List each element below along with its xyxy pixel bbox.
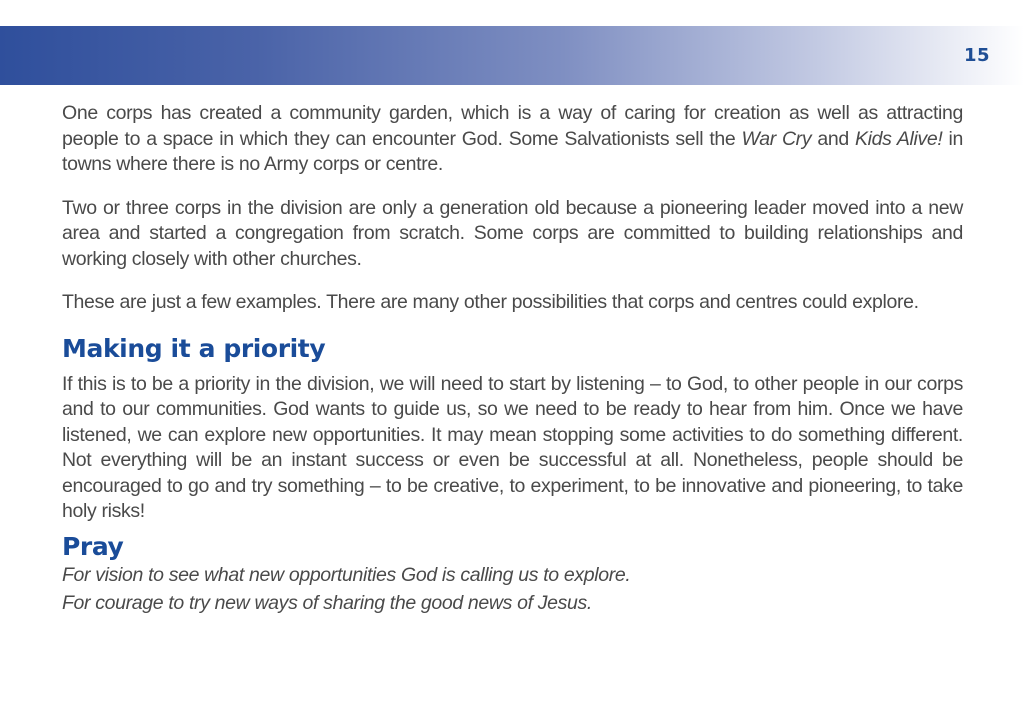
publication-title-kids-alive: Kids Alive! — [854, 127, 943, 150]
paragraph-pioneering-corps: Two or three corps in the division are only a generation old because a pioneering leader moved into a new area and started a congregation from scratch. Some corps are committed to building relationships and working closely with other churches. — [62, 196, 963, 270]
publication-title-war-cry: War Cry — [741, 127, 812, 150]
paragraph-text: in towns where there is no Army corps or centre. — [62, 127, 964, 175]
section-heading-making-it-a-priority: Making it a priority — [62, 333, 326, 363]
prayer-line-vision: For vision to see what new opportunities God is calling us to explore. — [62, 563, 631, 586]
paragraph-examples: These are just a few examples. There are many other possibilities that corps and centres could explore. — [62, 291, 919, 313]
page-content — [62, 101, 963, 617]
prayer-line-courage: For courage to try new ways of sharing the good news of Jesus. — [62, 591, 593, 614]
header-band — [0, 26, 1024, 85]
paragraph-text: One corps has created a community garden, which is a way of caring for creation as well as attracting people to a space in which they can encounter God. Some Salvationists sell the — [62, 102, 963, 150]
paragraph-community-garden — [62, 101, 963, 178]
page-number: 15 — [963, 45, 990, 66]
paragraph-text: and — [811, 127, 855, 150]
paragraph-priority: If this is to be a priority in the division, we will need to start by listening – to God, to other people in our corps and to our communities. God wants to guide us, so we need to be ready to hear from him. Once we have listened, we can explore new opportunities. It may mean stopping some activities to do something different. Not everything will be an instant success or even be successful at all. Nonetheless, people should be encouraged to go and try something – to be creative, to experiment, to be innovative and pioneering, to take holy risks! — [62, 372, 963, 522]
section-heading-pray: Pray — [62, 531, 124, 561]
